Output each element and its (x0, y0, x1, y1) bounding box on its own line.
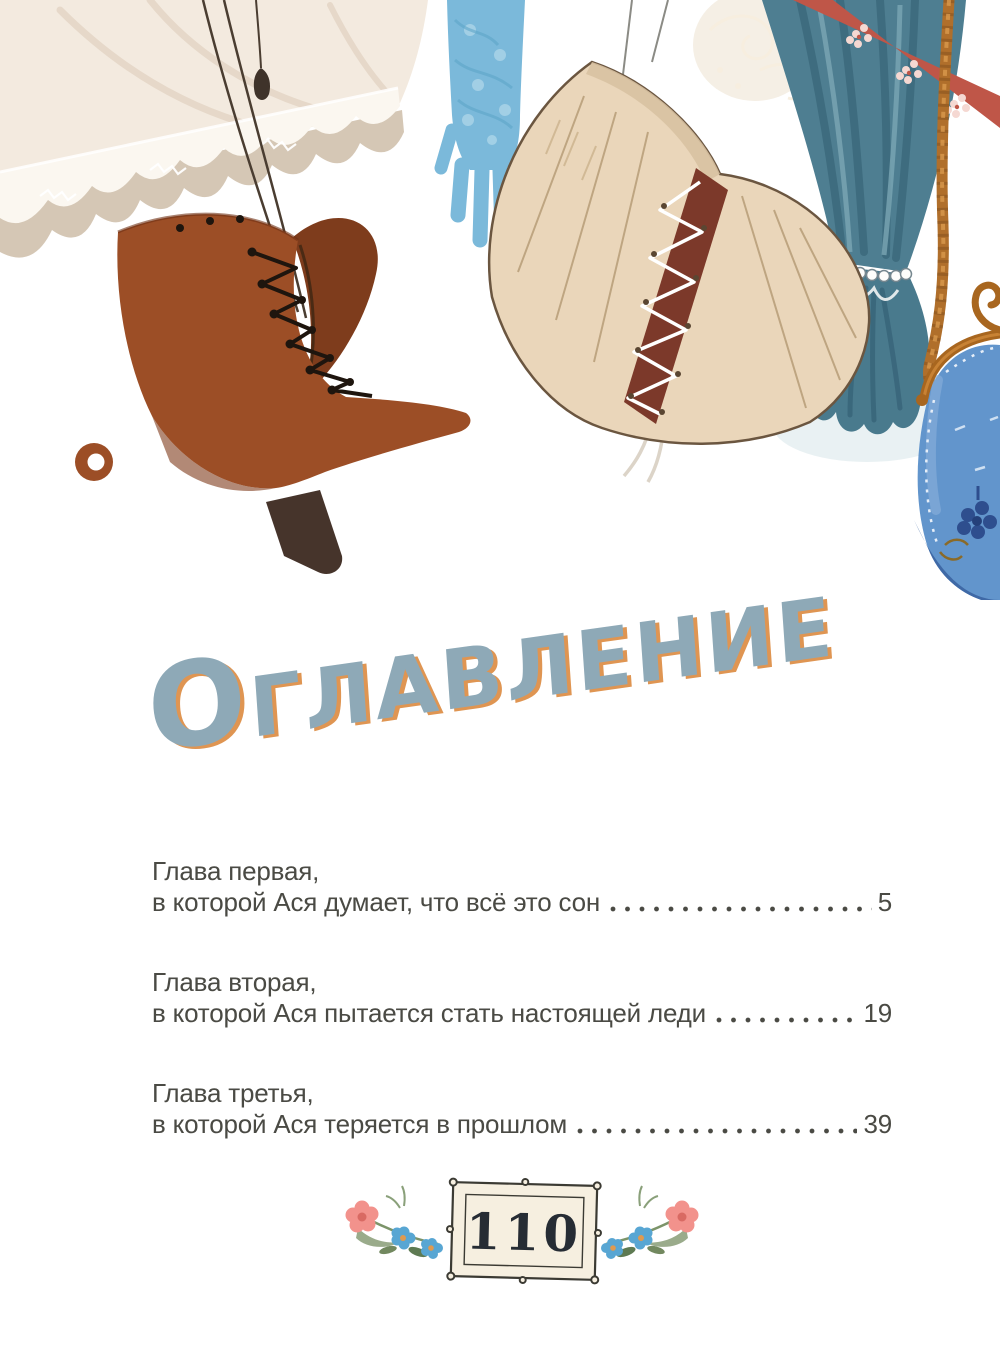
flower-spray-right (601, 1186, 699, 1259)
chapter-subtitle: в которой Ася теряется в прошлом (152, 1109, 568, 1139)
chapter-label: Глава вторая, (152, 967, 317, 997)
dot-leader (610, 905, 872, 913)
flower-spray-left (346, 1186, 444, 1259)
hanging-garments-illustration (0, 0, 1000, 600)
page-number: 110 (465, 1201, 583, 1264)
chapter-subtitle: в которой Ася думает, что всё это сон (152, 887, 601, 917)
toc-entry-2 (152, 967, 892, 1029)
chapter-subtitle: в которой Ася пытается стать настоящей леди (152, 998, 706, 1028)
page-number-frame (446, 1177, 603, 1285)
footer-ornament (0, 1172, 1000, 1290)
chapter-page-number: 19 (863, 998, 892, 1028)
chapter-page-number: 5 (877, 887, 892, 917)
toc-entry-1 (152, 856, 892, 918)
chapter-page-number: 39 (863, 1109, 892, 1139)
dot-leader (716, 1016, 858, 1024)
chapter-label: Глава третья, (152, 1078, 314, 1108)
page-title: ОГЛАВЛЕНИЕ (143, 579, 839, 779)
chapter-label: Глава первая, (152, 856, 320, 886)
table-of-contents (152, 856, 892, 1189)
toc-entry-3 (152, 1078, 892, 1140)
dot-leader (577, 1127, 857, 1135)
victorian-boot-illustration (75, 214, 470, 574)
